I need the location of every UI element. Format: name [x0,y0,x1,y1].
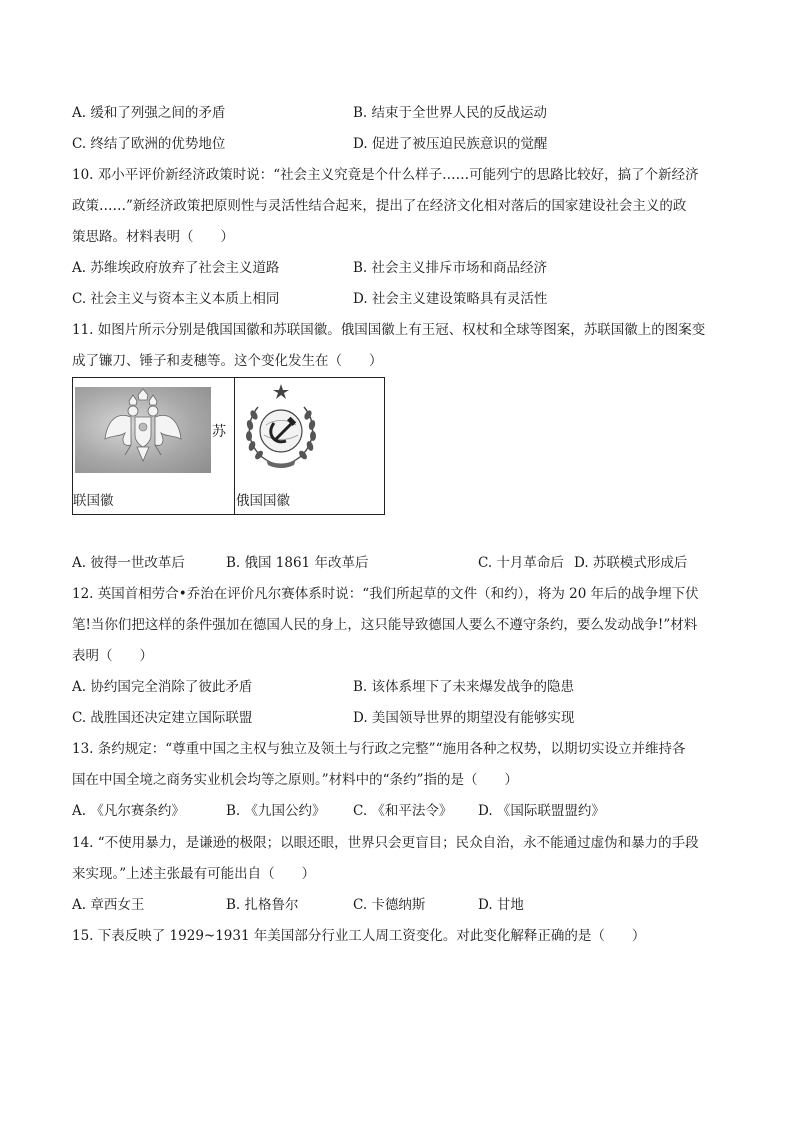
q12-option-b: B. 该体系埋下了未来爆发战争的隐患 [353,679,575,695]
q9-option-d: D. 促进了被压迫民族意识的觉醒 [353,136,548,152]
q9-option-b: B. 结束于全世界人民的反战运动 [353,105,548,121]
q11-option-d: D. 苏联模式形成后 [574,555,688,571]
q11-stem-line-2: 成了镰刀、锤子和麦穗等。这个变化发生在（ ） [72,353,383,369]
q14-stem-line-2: 来实现。”上述主张最有可能出自（ ） [72,866,316,882]
q14-option-b: B. 扎格鲁尔 [226,897,299,913]
q12-stem-line-3: 表明（ ） [72,648,153,664]
q10-option-b: B. 社会主义排斥市场和商品经济 [353,260,548,276]
table-label-left: 联国徽 [73,493,114,509]
table-divider [234,378,235,514]
double-headed-eagle-icon [75,387,211,473]
q10-option-c: C. 社会主义与资本主义本质上相同 [72,291,280,307]
q13-option-c: C. 《和平法令》 [353,803,453,819]
q10-option-a: A. 苏维埃政府放弃了社会主义道路 [72,260,280,276]
q13-stem-line-1: 13. 条约规定：“尊重中国之主权与独立及领土与行政之完整”“施用各种之权势，以期切实设立并维持各 [72,741,686,757]
q12-option-d: D. 美国领导世界的期望没有能够实现 [353,710,575,726]
q12-stem-line-2: 笔!当你们把这样的条件强加在德国人民的身上，这只能导致德国人要么不遵守条约，要么发动战争!”材料 [72,617,698,633]
q13-stem-line-2: 国在中国全境之商务实业机会均等之原则。”材料中的“条约”指的是（ ） [72,772,518,788]
q9-option-a: A. 缓和了列强之间的矛盾 [72,105,226,121]
q13-option-a: A. 《凡尔赛条约》 [72,803,185,819]
q9-option-c: C. 终结了欧洲的优势地位 [72,136,226,152]
q12-option-a: A. 协约国完全消除了彼此矛盾 [72,679,253,695]
table-label-right: 俄国国徽 [236,493,290,509]
hammer-sickle-emblem-icon [236,381,326,473]
q11-option-c: C. 十月革命后 [478,555,564,571]
table-char-su: 苏 [212,424,226,440]
q10-stem-line-1: 10. 邓小平评价新经济政策时说：“社会主义究竟是个什么样子……可能列宁的思路比较好，搞了个新经济 [72,167,699,183]
q13-option-d: D. 《国际联盟盟约》 [478,803,605,819]
q15-stem-line-1: 15. 下表反映了 1929~1931 年美国部分行业工人周工资变化。对此变化解释正确的是（ ） [72,928,646,944]
emblem-image-table [72,377,385,515]
q14-stem-line-1: 14. “不使用暴力，是谦逊的极限；以眼还眼，世界只会更盲目；民众自治，永不能通过虚伪和暴力的手段 [72,835,699,851]
q14-option-d: D. 甘地 [478,897,524,913]
q10-stem-line-2: 政策……”新经济政策把原则性与灵活性结合起来，提出了在经济文化相对落后的国家建设社会主义的政 [72,198,687,214]
q13-option-b: B. 《九国公约》 [226,803,326,819]
q14-option-c: C. 卡德纳斯 [353,897,426,913]
q12-option-c: C. 战胜国还决定建立国际联盟 [72,710,253,726]
q11-stem-line-1: 11. 如图片所示分别是俄国国徽和苏联国徽。俄国国徽上有王冠、权杖和全球等图案，苏联国徽上的图案变 [72,322,706,338]
russian-emblem-photo [75,387,211,473]
q10-stem-line-3: 策思路。材料表明（ ） [72,229,234,245]
q14-option-a: A. 章西女王 [72,897,145,913]
q11-option-b: B. 俄国 1861 年改革后 [226,555,369,571]
soviet-emblem-photo [236,381,326,473]
q10-option-d: D. 社会主义建设策略具有灵活性 [353,291,548,307]
q11-option-a: A. 彼得一世改革后 [72,555,185,571]
q12-stem-line-1: 12. 英国首相劳合•乔治在评价凡尔赛体系时说：“我们所起草的文件（和约），将为 20 年后的战争埋下伏 [72,586,699,602]
